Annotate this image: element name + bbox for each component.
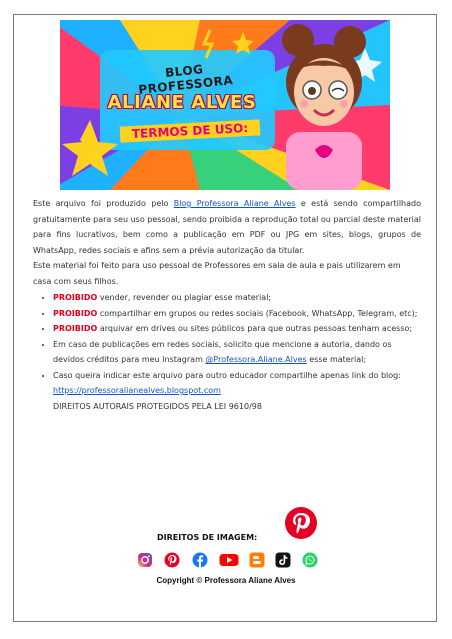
banner-line-name: ALIANE ALVES [107,92,257,113]
list-item [53,337,421,368]
prohibited-label: PROIBIDO [53,324,98,333]
banner-line-blog: BLOG PROFESSORA [137,62,234,97]
tiktok-icon[interactable] [275,552,291,568]
rule-text: esse material; [306,355,367,364]
rule-text: Caso queira indicar este arquivo para outro educador compartilhe apenas link do blog: [53,370,401,380]
pinterest-icon[interactable] [164,552,180,568]
banner-line-terms: TERMOS DE USO: [120,119,261,142]
list-item [53,306,421,322]
pinterest-logo-large-icon[interactable] [285,507,317,539]
image-rights-label: DIREITOS DE IMAGEM: [157,533,258,542]
facebook-icon[interactable] [192,552,208,568]
terms-body [33,196,421,414]
list-item [53,321,421,337]
youtube-icon[interactable] [219,552,239,568]
terms-paragraph-1 [33,196,421,258]
list-item [53,290,421,306]
rule-text: arquivar em drives ou sites públicos para que outras pessoas tenham acesso; [97,324,413,333]
whatsapp-icon[interactable] [302,552,318,568]
header-banner [60,20,390,190]
blog-link[interactable]: Blog Professora Aliane Alves [173,199,296,208]
rule-text: Em caso de publicações em redes sociais, solicito que mencione a autoria, dando os devidos créditos para meu Instagram [53,339,392,364]
instagram-link[interactable]: @Professora.Aliane.Alves [205,355,307,364]
blog-url-link[interactable]: https://professoralianealves.blogspot.com [53,386,221,395]
terms-text: e está sendo compartilhado gratuitamente para seu uso pessoal, sendo proibida a reprodução total ou parcial deste material para fins lucrativos, bem como a publicação em PDF ou JPG em sites, blogs, grupos de WhatsApp, redes sociais e afins sem a prévia autorização da titular. [33,199,421,255]
terms-text: Este arquivo foi produzido pelo [33,199,174,208]
social-icons-row [137,552,317,570]
copyright-footer: Copyright © Professora Aliane Alves [156,576,296,585]
terms-paragraph-2: Este material foi feito para uso pessoal de Professores em sala de aula e pais utilizarem em casa com seus filhos. [33,261,401,286]
blogger-icon[interactable] [249,552,265,568]
list-item [53,368,421,399]
rule-text: compartilhar em grupos ou redes sociais (Facebook, WhatsApp, Telegram, etc); [97,308,418,318]
copyright-law-note: DIREITOS AUTORAIS PROTEGIDOS PELA LEI 9610/98 [53,401,262,411]
prohibited-label: PROIBIDO [53,308,98,318]
instagram-icon[interactable] [137,552,153,568]
prohibited-label: PROIBIDO [53,293,98,302]
rule-text: vender, revender ou plagiar esse material; [97,293,272,302]
rules-list [33,290,421,399]
